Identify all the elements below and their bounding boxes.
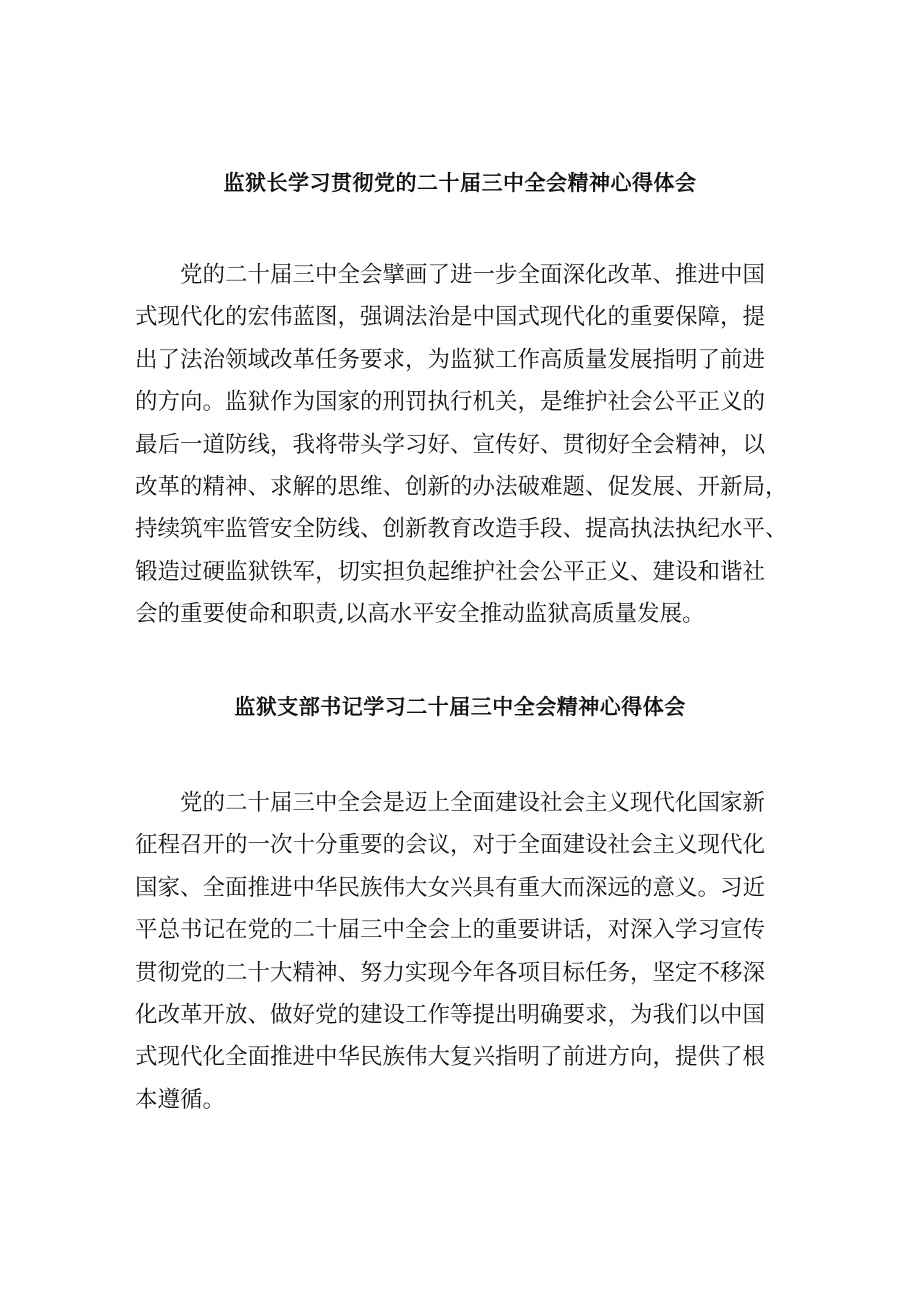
paragraph-line: 出了法治领域改革任务要求，为监狱工作高质量发展指明了前进 (135, 346, 766, 373)
paragraph-line: 国家、全面推进中华民族伟大女兴具有重大而深远的意义。习近 (135, 874, 766, 901)
section-1-title: 监狱长学习贯彻党的二十届三中全会精神心得体会 (223, 171, 697, 195)
section-2-paragraph (135, 782, 791, 1121)
paragraph-line: 党的二十届三中全会擘画了进一步全面深化改革、推进中国 (180, 262, 766, 288)
paragraph-line: 持续筑牢监管安全防线、创新教育改造手段、提高执法执纪水平、 (135, 516, 788, 543)
paragraph-line: 改革的精神、求解的思维、创新的办法破难题、促发展、开新局， (135, 473, 788, 500)
paragraph-line: 最后一道防线，我将带头学习好、宣传好、贯彻好全会精神，以 (135, 431, 766, 458)
paragraph-line: 本遵循。 (135, 1086, 226, 1113)
paragraph-line: 会的重要使命和职责,以高水平安全推动监狱高质量发展。 (135, 601, 705, 628)
paragraph-line: 党的二十届三中全会是迈上全面建设社会主义现代化国家新 (180, 790, 766, 816)
paragraph-line: 贯彻党的二十大精神、努力实现今年各项目标任务，坚定不移深 (135, 959, 766, 986)
paragraph-line: 的方向。监狱作为国家的刑罚执行机关，是维护社会公平正义的 (135, 389, 766, 416)
paragraph-line: 征程召开的一次十分重要的会议，对于全面建设社会主义现代化 (135, 832, 766, 859)
section-1-paragraph (135, 254, 791, 636)
paragraph-line: 锻造过硬监狱铁军，切实担负起维护社会公平正义、建设和谐社 (135, 558, 766, 585)
paragraph-line: 化改革开放、做好党的建设工作等提出明确要求，为我们以中国 (135, 1001, 766, 1028)
paragraph-line: 式现代化全面推进中华民族伟大复兴指明了前进方向，提供了根 (135, 1044, 766, 1071)
paragraph-line: 平总书记在党的二十届三中全会上的重要讲话，对深入学习宣传 (135, 917, 766, 944)
section-2-title: 监狱支部书记学习二十届三中全会精神心得体会 (234, 695, 686, 719)
paragraph-line: 式现代化的宏伟蓝图，强调法治是中国式现代化的重要保障，提 (135, 304, 766, 331)
